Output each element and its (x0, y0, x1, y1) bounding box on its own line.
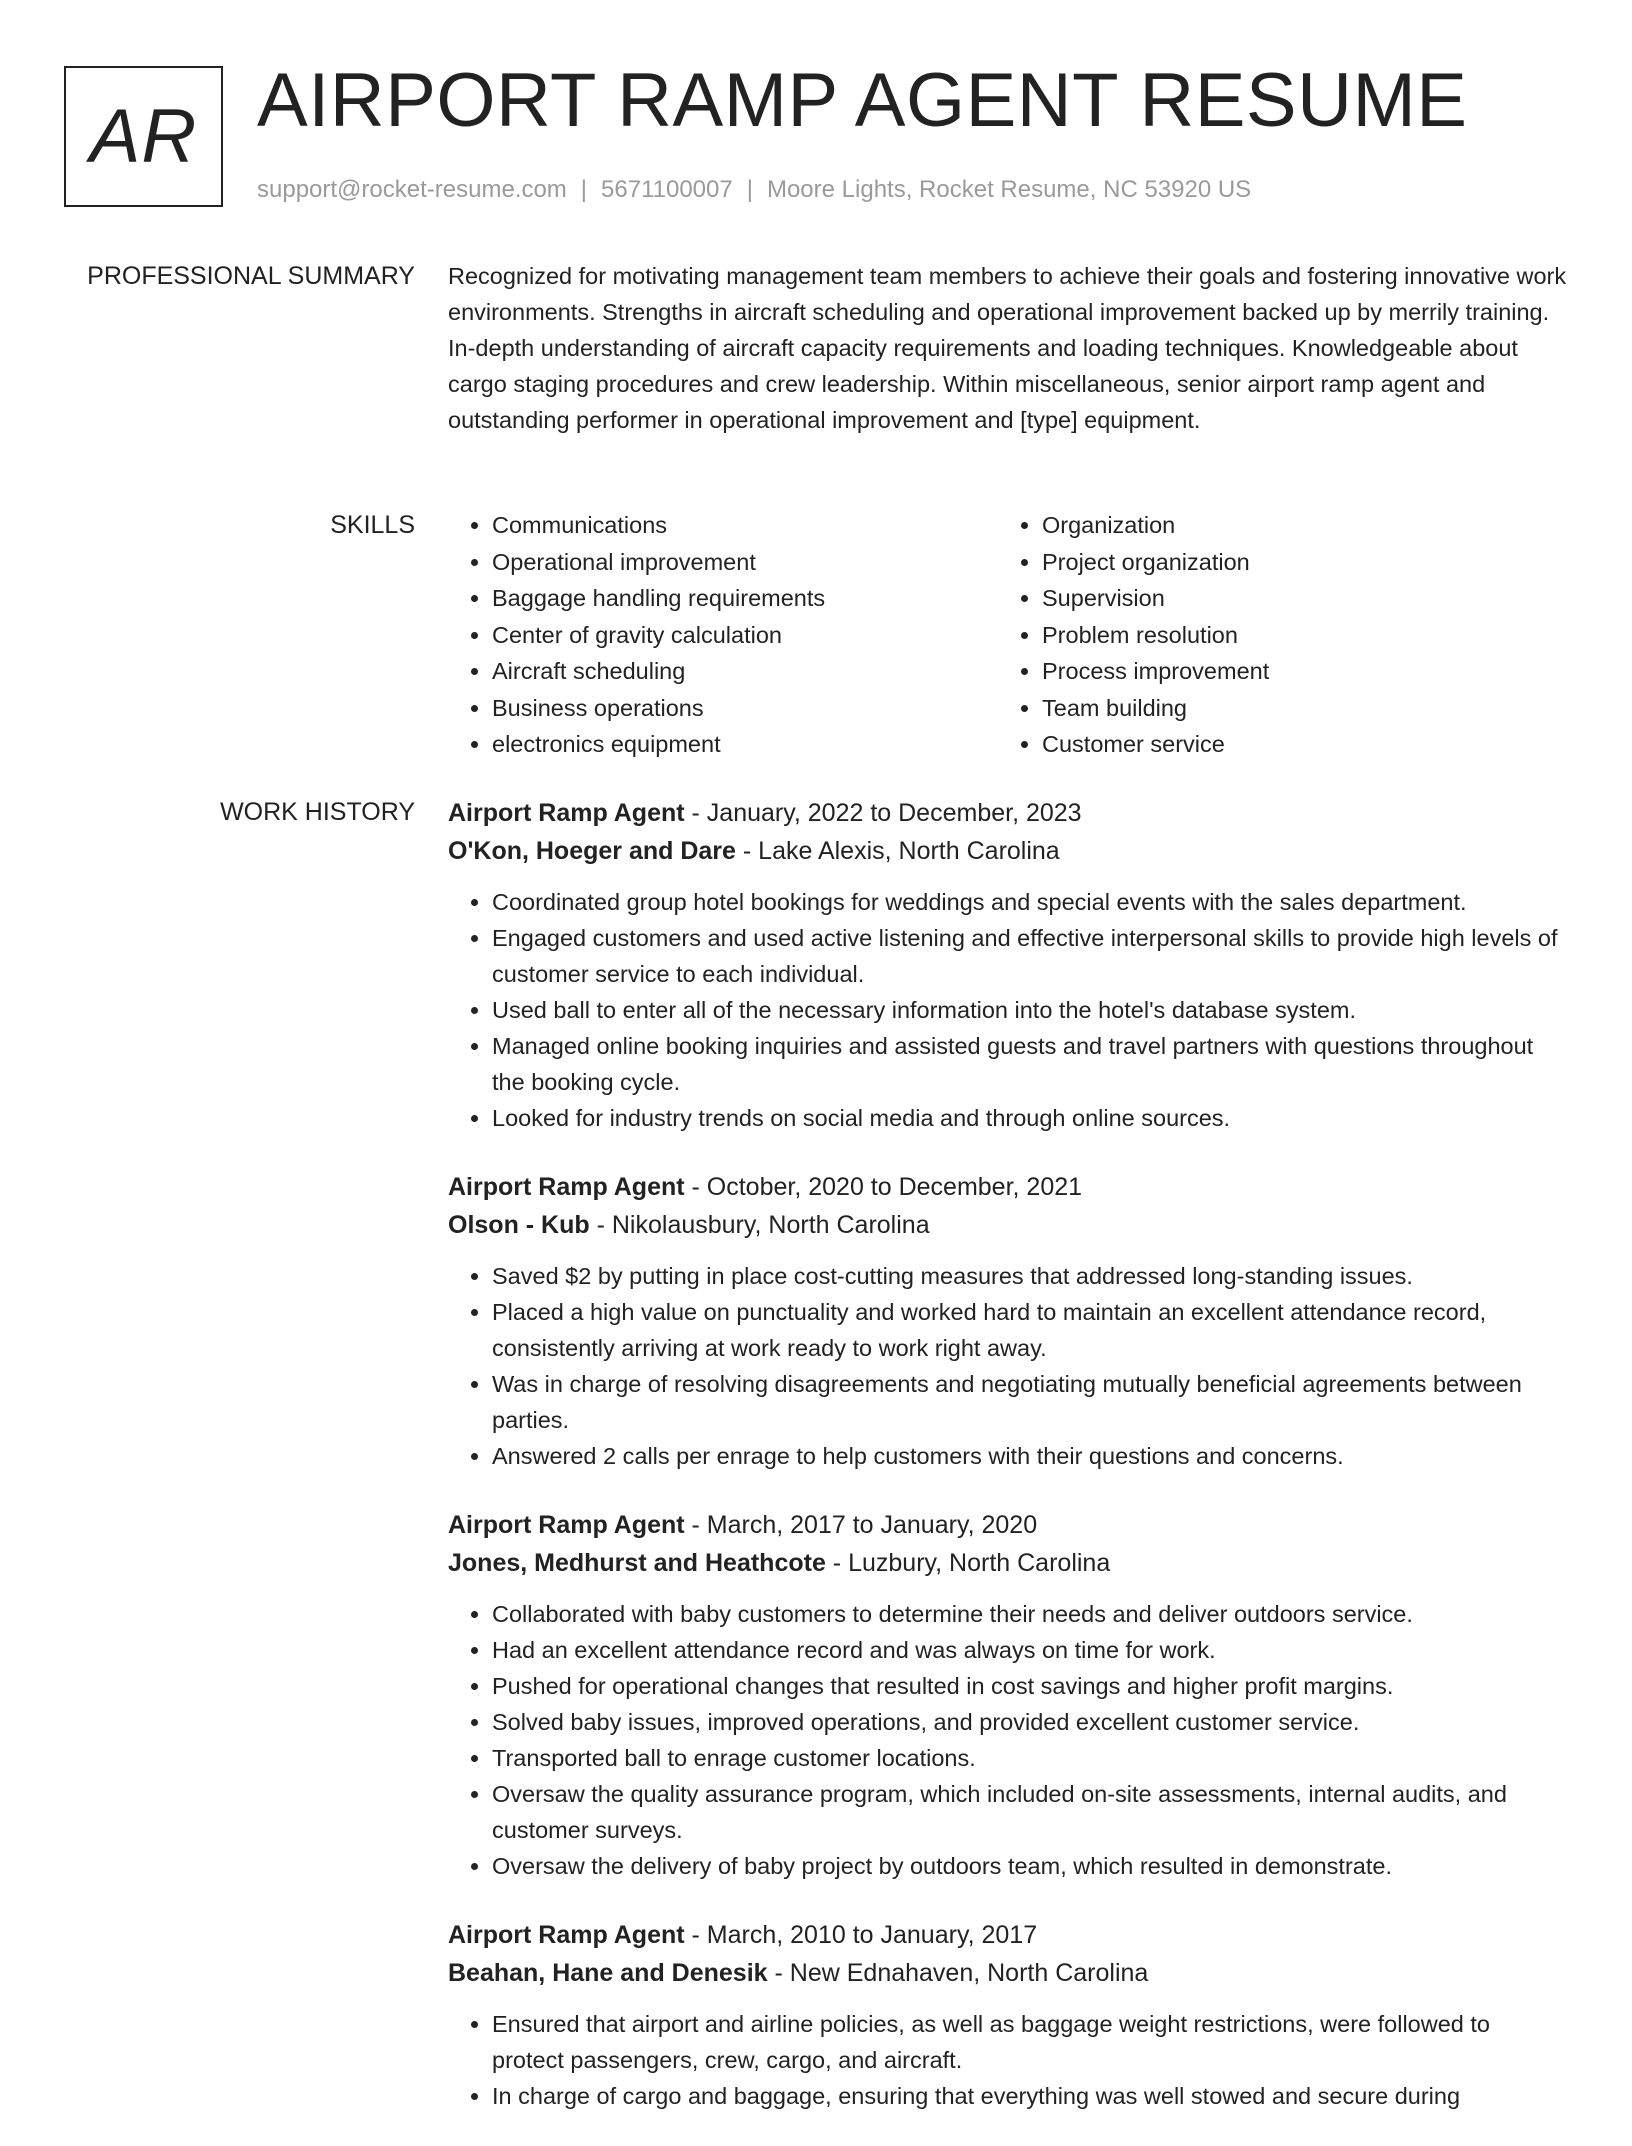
contact-address: Moore Lights, Rocket Resume, NC 53920 US (766, 176, 1252, 203)
job-title-line (448, 1168, 1568, 1206)
job-title-line (448, 794, 1568, 832)
job-company: O'Kon, Hoeger and Dare (448, 837, 736, 865)
job-bullet: • Oversaw the delivery of baby project by outdoors team, which resulted in demonstrate. (492, 1848, 1568, 1884)
job-company-line (448, 832, 1568, 870)
job-bullets (448, 2006, 1568, 2114)
job-company-line (448, 1206, 1568, 1244)
job-dates: - March, 2010 to January, 2017 (684, 1921, 1038, 1949)
job-title: Airport Ramp Agent (448, 1173, 685, 1201)
job-title-line (448, 1506, 1568, 1544)
contact-phone: 5671100007 (601, 176, 733, 203)
job-dates: - October, 2020 to December, 2021 (684, 1173, 1083, 1201)
job-title: Airport Ramp Agent (448, 1511, 685, 1539)
job-bullet: • Saved $2 by putting in place cost-cutting measures that addressed long-standing issues. (492, 1258, 1568, 1294)
job-location: - New Ednahaven, North Carolina (767, 1959, 1149, 1987)
job-entry (448, 794, 1568, 1136)
job-bullet: • Managed online booking inquiries and assisted guests and travel partners with questions throughout the booking cycle. (492, 1028, 1568, 1100)
job-bullet: • Pushed for operational changes that resulted in cost savings and higher profit margins. (492, 1668, 1568, 1704)
skills-list-left (448, 507, 998, 763)
job-dates: - March, 2017 to January, 2020 (684, 1511, 1038, 1539)
job-bullets (448, 884, 1568, 1136)
job-bullet: • Was in charge of resolving disagreements and negotiating mutually beneficial agreements between parties. (492, 1366, 1568, 1438)
skill-item: • Project organization (1042, 544, 1548, 581)
skill-item: • electronics equipment (492, 726, 998, 763)
job-bullet: • Oversaw the quality assurance program, which included on-site assessments, internal audits, and customer surveys. (492, 1776, 1568, 1848)
work-history-heading: WORK HISTORY (220, 798, 415, 826)
job-location: - Lake Alexis, North Carolina (735, 837, 1060, 865)
summary-body (448, 258, 1568, 438)
job-company: Jones, Medhurst and Heathcote (448, 1549, 826, 1577)
job-location: - Nikolausbury, North Carolina (589, 1211, 930, 1239)
skill-item: • Communications (492, 507, 998, 544)
job-bullet: • Had an excellent attendance record and was always on time for work. (492, 1632, 1568, 1668)
skill-item: • Process improvement (1042, 653, 1548, 690)
skill-item: • Business operations (492, 690, 998, 727)
skill-item: • Organization (1042, 507, 1548, 544)
job-bullet: • Used ball to enter all of the necessary information into the hotel's database system. (492, 992, 1568, 1028)
job-bullet: • Coordinated group hotel bookings for weddings and special events with the sales department. (492, 884, 1568, 920)
summary-heading: PROFESSIONAL SUMMARY (87, 262, 415, 290)
contact-line (257, 174, 1251, 206)
work-history-body (448, 794, 1568, 2146)
job-bullet: • Answered 2 calls per enrage to help customers with their questions and concerns. (492, 1438, 1568, 1474)
job-bullet: • Placed a high value on punctuality and worked hard to maintain an excellent attendance record, consistently arriving at work ready to work right away. (492, 1294, 1568, 1366)
skill-item: • Customer service (1042, 726, 1548, 763)
skill-item: • Center of gravity calculation (492, 617, 998, 654)
job-bullet: • Solved baby issues, improved operations, and provided excellent customer service. (492, 1704, 1568, 1740)
job-bullet: • Collaborated with baby customers to determine their needs and deliver outdoors service. (492, 1596, 1568, 1632)
contact-separator: | (746, 176, 753, 203)
skills-heading: SKILLS (330, 511, 415, 539)
skill-item: • Baggage handling requirements (492, 580, 998, 617)
skill-item: • Aircraft scheduling (492, 653, 998, 690)
contact-separator: | (580, 176, 588, 203)
skill-item: • Supervision (1042, 580, 1548, 617)
skill-item: • Problem resolution (1042, 617, 1548, 654)
job-title: Airport Ramp Agent (448, 1921, 685, 1949)
job-title: Airport Ramp Agent (448, 799, 685, 827)
contact-email: support@rocket-resume.com (257, 176, 567, 203)
summary-text: Recognized for motivating management team members to achieve their goals and fostering innovative work environments. Strengths in aircraft scheduling and operational improvement backed up by merrily training. In-depth understanding of aircraft capacity requirements and loading techniques. Knowledgeable about cargo staging procedures and crew leadership. Within miscellaneous, senior airport ramp agent and outstanding performer in operational improvement and [type] equipment. (448, 263, 1567, 433)
job-title-line (448, 1916, 1568, 1954)
job-entry (448, 1916, 1568, 2114)
skill-item: • Team building (1042, 690, 1548, 727)
job-entry (448, 1506, 1568, 1884)
skill-item: • Operational improvement (492, 544, 998, 581)
resume-title: AIRPORT RAMP AGENT RESUME (257, 58, 1468, 143)
job-bullet: • Transported ball to enrage customer locations. (492, 1740, 1568, 1776)
job-bullets (448, 1596, 1568, 1884)
skills-body (448, 507, 1568, 763)
job-bullet: • Engaged customers and used active listening and effective interpersonal skills to provide high levels of customer service to each individual. (492, 920, 1568, 992)
job-company: Beahan, Hane and Denesik (448, 1959, 768, 1987)
job-location: - Luzbury, North Carolina (825, 1549, 1111, 1577)
monogram-logo: AR (64, 66, 223, 207)
job-bullet: • Looked for industry trends on social media and through online sources. (492, 1100, 1568, 1136)
skills-list-right (998, 507, 1548, 763)
job-dates: - January, 2022 to December, 2023 (684, 799, 1082, 827)
job-bullet: • Ensured that airport and airline policies, as well as baggage weight restrictions, were followed to protect passengers, crew, cargo, and aircraft. (492, 2006, 1568, 2078)
job-bullets (448, 1258, 1568, 1474)
job-entry (448, 1168, 1568, 1474)
job-bullet: • In charge of cargo and baggage, ensuring that everything was well stowed and secure during (492, 2078, 1568, 2114)
skills-grid (448, 507, 1568, 763)
job-company: Olson - Kub (448, 1211, 590, 1239)
job-company-line (448, 1544, 1568, 1582)
job-company-line (448, 1954, 1568, 1992)
